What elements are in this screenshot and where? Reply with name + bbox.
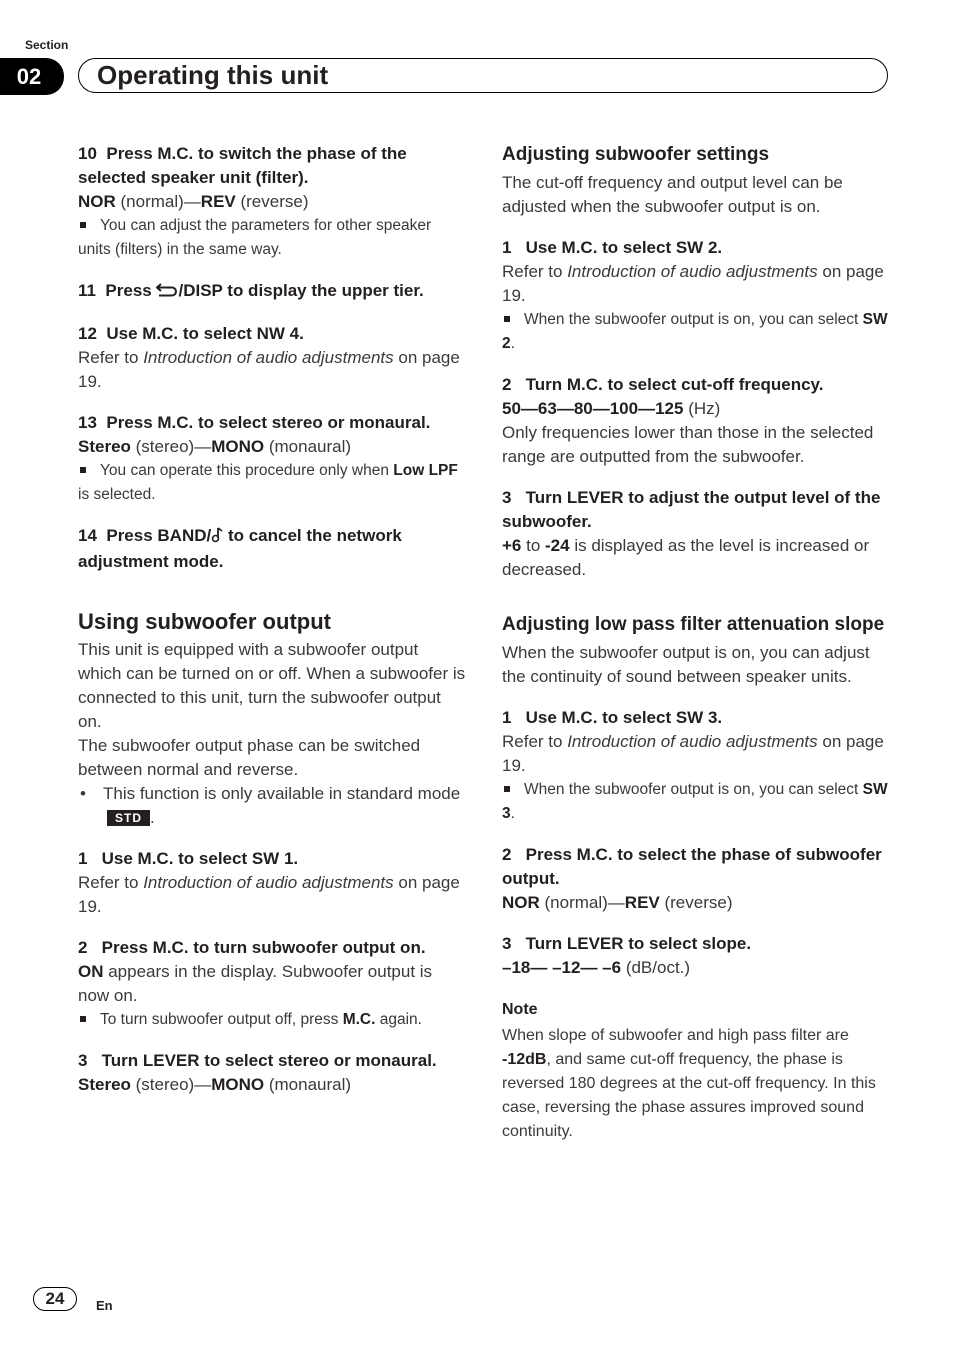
note-text: When the subwoofer output is on, you can select (524, 311, 863, 328)
note-text-end: is selected. (78, 486, 156, 503)
square-bullet-icon (80, 467, 86, 473)
option-normal-text: (normal)— (115, 192, 201, 211)
step-12-title: 12 Use M.C. to select NW 4. (78, 324, 304, 343)
note-bold: M.C. (342, 1011, 376, 1028)
option-mono-text: (monaural) (264, 437, 352, 456)
std-mode-badge: STD (107, 810, 150, 826)
subwoofer-intro: This unit is equipped with a subwoofer output which can be turned on or off. When a subwoofer is connected to this unit, turn the subwoofer output on. (78, 640, 466, 731)
level-to: to (521, 536, 546, 555)
adj-step-3-title: 3 Turn LEVER to adjust the output level of the subwoofer. (502, 488, 881, 531)
option-reverse-text: (reverse) (235, 192, 309, 211)
sub-step-2-text: appears in the display. Subwoofer output is now on. (78, 962, 433, 1005)
option-stereo-text: (stereo)— (130, 1075, 212, 1094)
frequency-values: 50—63—80—100—125 (502, 399, 684, 418)
section-number: 02 (0, 58, 64, 95)
option-rev: REV (624, 893, 660, 912)
ref-prefix: Refer to (78, 873, 144, 892)
level-max: +6 (502, 536, 522, 555)
adjusting-intro: The cut-off frequency and output level can be adjusted when the subwoofer output is on. (502, 173, 843, 216)
step-10-title-line1: 10 Press M.C. to switch the phase of the (78, 144, 407, 163)
sub-step-2-note (78, 1008, 466, 1032)
std-mode-bullet: • This function is only available in standard modeSTD . (78, 782, 466, 830)
note-text: When the subwoofer output is on, you can select (524, 781, 863, 798)
ref-prefix: Refer to (502, 262, 568, 281)
sub-step-1-ref (78, 871, 466, 919)
heading-lpf-slope: Adjusting low pass filter attenuation slope (502, 614, 885, 635)
note-heading: Note (502, 1001, 538, 1018)
ref-link: Introduction of audio adjustments (567, 732, 818, 751)
option-stereo: Stereo (78, 1075, 131, 1094)
step-10-options (78, 190, 466, 214)
lpf-step-1-note (502, 778, 890, 826)
subwoofer-phase-text: The subwoofer output phase can be switched between normal and reverse. (78, 736, 421, 779)
adj-step-1-ref (502, 260, 890, 308)
ref-link: Introduction of audio adjustments (567, 262, 818, 281)
note-text: You can operate this procedure only when (100, 462, 394, 479)
ref-suffix: on page 19. (502, 262, 884, 305)
section-heading-subwoofer: Using subwoofer output (78, 609, 331, 634)
sub-step-2-title: 2 Press M.C. to turn subwoofer output on. (78, 938, 426, 957)
option-normal-text: (normal)— (539, 893, 625, 912)
square-bullet-icon (80, 222, 86, 228)
step-13-options (78, 435, 466, 459)
step-10-title-line2: selected speaker unit (filter). (78, 168, 309, 187)
adj-step-2-values (502, 397, 890, 421)
option-rev: REV (200, 192, 236, 211)
step-14-text-b: to cancel the network adjustment mode. (78, 526, 402, 571)
square-bullet-icon (504, 786, 510, 792)
lpf-step-3-values (502, 956, 890, 980)
page-number: 24 (33, 1287, 77, 1311)
step-10-note (78, 214, 466, 262)
step-11-text-b: /DISP to display the upper tier. (178, 281, 424, 300)
ref-prefix: Refer to (502, 732, 568, 751)
step-12-ref (78, 346, 466, 394)
note-bold: Low LPF (393, 462, 458, 479)
language-label: En (96, 1298, 113, 1313)
option-mono: MONO (211, 1075, 265, 1094)
option-reverse-text: (reverse) (659, 893, 733, 912)
note-text-end: , and same cut-off frequency, the phase is reversed 180 degrees at the cut-off frequency. In this case, reversing the phase assures improved sound continuity. (502, 1051, 876, 1140)
page-title: Operating this unit (78, 58, 888, 93)
ref-link: Introduction of audio adjustments (143, 348, 394, 367)
option-mono-text: (monaural) (264, 1075, 352, 1094)
lpf-intro: When the subwoofer output is on, you can adjust the continuity of sound between speaker units. (502, 643, 870, 686)
lpf-step-3-title: 3 Turn LEVER to select slope. (502, 934, 752, 953)
note-text-end: . (510, 335, 515, 352)
note-bold: SW 2 (502, 311, 888, 352)
ref-suffix: on page 19. (502, 732, 884, 775)
adj-step-1-note (502, 308, 890, 356)
option-stereo-text: (stereo)— (130, 437, 212, 456)
return-arrow-icon (156, 281, 178, 305)
step-11-text-a: 11 Press (78, 281, 157, 300)
option-nor: NOR (502, 893, 540, 912)
frequency-unit: (Hz) (683, 399, 721, 418)
slope-unit: (dB/oct.) (621, 958, 691, 977)
step-14-text-a: 14 Press BAND/ (78, 526, 212, 545)
bullet-text: This function is only available in standard mode (103, 784, 461, 803)
level-min: -24 (545, 536, 570, 555)
option-mono: MONO (211, 437, 265, 456)
lpf-step-2-title: 2 Press M.C. to select the phase of subwoofer output. (502, 845, 882, 888)
option-stereo: Stereo (78, 437, 131, 456)
ref-prefix: Refer to (78, 348, 144, 367)
step-14-title (78, 524, 466, 574)
adj-step-3-body (502, 534, 890, 582)
adj-step-2-body: Only frequencies lower than those in the selected range are outputted from the subwoofer. (502, 423, 874, 466)
sub-step-1-title: 1 Use M.C. to select SW 1. (78, 849, 299, 868)
slope-values: –18— –12— –6 (502, 958, 622, 977)
heading-adjusting-subwoofer: Adjusting subwoofer settings (502, 144, 770, 165)
note-bold: -12dB (502, 1051, 547, 1068)
right-column (502, 142, 890, 1144)
note-body (502, 1024, 890, 1144)
step-10-title (78, 142, 466, 190)
note-text-end: again. (375, 1011, 422, 1028)
sub-step-3-title: 3 Turn LEVER to select stereo or monaural. (78, 1051, 437, 1070)
on-indicator: ON (78, 962, 104, 981)
square-bullet-icon (80, 1016, 86, 1022)
section-label: Section (25, 38, 69, 52)
adj-step-1-title: 1 Use M.C. to select SW 2. (502, 238, 723, 257)
note-bold: SW 3 (502, 781, 888, 822)
ref-link: Introduction of audio adjustments (143, 873, 394, 892)
step-11-title (78, 279, 466, 305)
note-text: When slope of subwoofer and high pass filter are (502, 1027, 849, 1044)
adj-step-2-title: 2 Turn M.C. to select cut-off frequency. (502, 375, 824, 394)
lpf-step-1-title: 1 Use M.C. to select SW 3. (502, 708, 723, 727)
step-10-note-text: You can adjust the parameters for other speaker units (filters) in the same way. (78, 217, 432, 258)
option-nor: NOR (78, 192, 116, 211)
square-bullet-icon (504, 316, 510, 322)
note-text: To turn subwoofer output off, press (100, 1011, 343, 1028)
level-text: is displayed as the level is increased or decreased. (502, 536, 870, 579)
ref-suffix: on page 19. (78, 348, 460, 391)
sub-step-2-body (78, 960, 466, 1008)
ref-suffix: on page 19. (78, 873, 460, 916)
left-column (78, 142, 466, 1097)
step-13-note (78, 459, 466, 507)
music-note-icon (211, 526, 223, 550)
note-text-end: . (510, 805, 515, 822)
step-13-title: 13 Press M.C. to select stereo or monaural. (78, 413, 431, 432)
sub-step-3-options (78, 1073, 466, 1097)
lpf-step-1-ref (502, 730, 890, 778)
lpf-step-2-options (502, 891, 890, 915)
